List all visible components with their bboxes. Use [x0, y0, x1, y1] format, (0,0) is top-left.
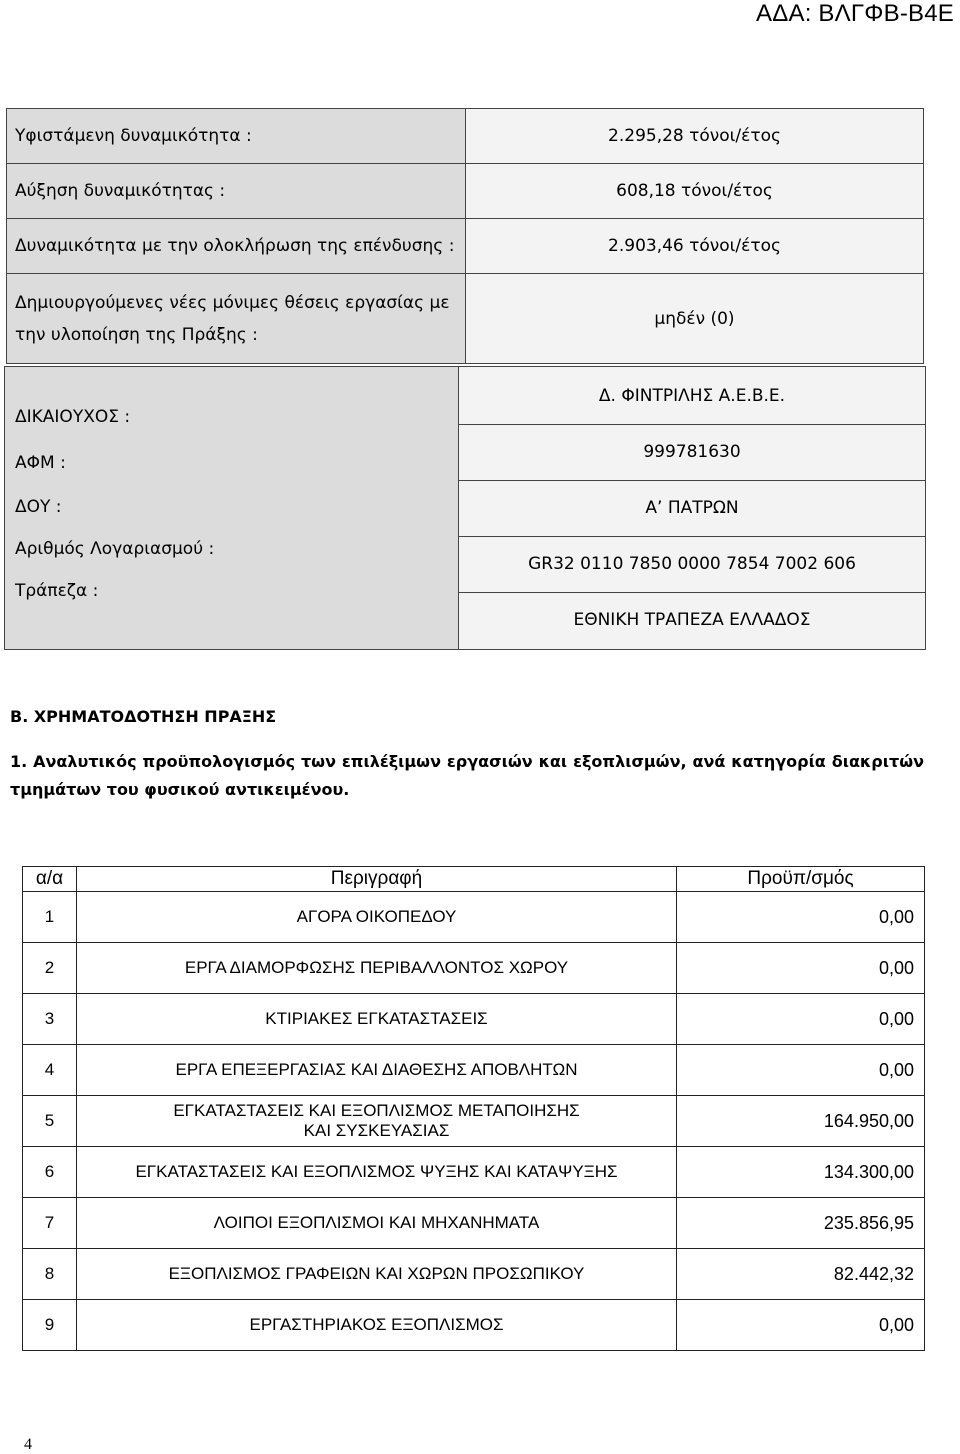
row-description: ΑΓΟΡΑ ΟΙΚΟΠΕΔΟΥ	[77, 892, 677, 943]
bank-label: Τράπεζα :	[15, 581, 99, 601]
row-number: 9	[23, 1300, 77, 1351]
afm-label: ΑΦΜ :	[15, 453, 66, 473]
row-number: 7	[23, 1198, 77, 1249]
jobs-label-line: την υλοποίηση της Πράξης :	[15, 324, 258, 345]
account-label: Αριθμός Λογαριασμού :	[15, 539, 215, 559]
budget-row	[23, 1198, 925, 1249]
section-paragraph-line: τμημάτων του φυσικού αντικειμένου.	[10, 780, 350, 799]
ada-code: ΑΔΑ: ΒΛΓΦΒ-Β4Ε	[756, 0, 954, 27]
row-description: ΕΡΓΑ ΔΙΑΜΟΡΦΩΣΗΣ ΠΕΡΙΒΑΛΛΟΝΤΟΣ ΧΩΡΟΥ	[77, 943, 677, 994]
budget-row	[23, 1300, 925, 1351]
row-number: 8	[23, 1249, 77, 1300]
budget-row	[23, 1096, 925, 1147]
capacity-value: 2.903,46 τόνοι/έτος	[466, 219, 924, 274]
budget-row	[23, 1249, 925, 1300]
budget-row	[23, 892, 925, 943]
capacity-value: 2.295,28 τόνοι/έτος	[466, 109, 924, 164]
jobs-value: μηδέν (0)	[466, 274, 924, 364]
row-description: ΕΞΟΠΛΙΣΜΟΣ ΓΡΑΦΕΙΩΝ ΚΑΙ ΧΩΡΩΝ ΠΡΟΣΩΠΙΚΟΥ	[77, 1249, 677, 1300]
row-amount: 0,00	[677, 994, 925, 1045]
jobs-label-line: Δημιουργούμενες νέες μόνιμες θέσεις εργασίας με	[15, 292, 450, 313]
row-amount: 134.300,00	[677, 1147, 925, 1198]
row-amount: 235.856,95	[677, 1198, 925, 1249]
beneficiary-labels	[5, 367, 459, 649]
doy-value: Α’ ΠΑΤΡΩΝ	[459, 481, 925, 537]
bank-value: ΕΘΝΙΚΗ ΤΡΑΠΕΖΑ ΕΛΛΑΔΟΣ	[573, 610, 811, 630]
beneficiary-values	[459, 367, 925, 649]
budget-table	[22, 866, 925, 1351]
capacity-row	[7, 164, 924, 219]
budget-header-row	[23, 867, 925, 892]
beneficiary-block	[4, 366, 926, 650]
row-number: 4	[23, 1045, 77, 1096]
row-amount: 0,00	[677, 1300, 925, 1351]
row-amount: 0,00	[677, 1045, 925, 1096]
row-description: ΚΤΙΡΙΑΚΕΣ ΕΓΚΑΤΑΣΤΑΣΕΙΣ	[77, 994, 677, 1045]
doy-label: ΔΟΥ :	[15, 497, 62, 517]
budget-row	[23, 1147, 925, 1198]
row-amount: 82.442,32	[677, 1249, 925, 1300]
jobs-label	[7, 274, 466, 364]
row-amount: 0,00	[677, 892, 925, 943]
dikaiouxos-label: ΔΙΚΑΙΟΥΧΟΣ :	[15, 407, 131, 427]
jobs-row	[7, 274, 924, 364]
row-number: 3	[23, 994, 77, 1045]
row-amount: 0,00	[677, 943, 925, 994]
page-number: 4	[24, 1436, 32, 1453]
header-aa: α/α	[23, 867, 77, 892]
capacity-row	[7, 109, 924, 164]
capacity-value: 608,18 τόνοι/έτος	[466, 164, 924, 219]
row-description: ΕΡΓΑ ΕΠΕΞΕΡΓΑΣΙΑΣ ΚΑΙ ΔΙΑΘΕΣΗΣ ΑΠΟΒΛΗΤΩΝ	[77, 1045, 677, 1096]
section-title: Β. ΧΡΗΜΑΤΟΔΟΤΗΣΗ ΠΡΑΞΗΣ	[10, 707, 277, 726]
budget-row	[23, 994, 925, 1045]
afm-value: 999781630	[459, 425, 925, 481]
capacity-label: Δυναμικότητα με την ολοκλήρωση της επένδυσης :	[7, 219, 466, 274]
row-description: ΛΟΙΠΟΙ ΕΞΟΠΛΙΣΜΟΙ ΚΑΙ ΜΗΧΑΝΗΜΑΤΑ	[77, 1198, 677, 1249]
row-amount: 164.950,00	[677, 1096, 925, 1147]
header-amount: Προϋπ/σμός	[677, 867, 925, 892]
capacity-row	[7, 219, 924, 274]
budget-row	[23, 943, 925, 994]
budget-row	[23, 1045, 925, 1096]
account-value: GR32 0110 7850 0000 7854 7002 606	[459, 537, 925, 593]
row-number: 6	[23, 1147, 77, 1198]
capacity-table	[6, 108, 924, 364]
section-paragraph-line: 1. Αναλυτικός προϋπολογισμός των επιλέξιμων εργασιών και εξοπλισμών, ανά κατηγορία διακριτών	[10, 752, 924, 771]
row-description: ΕΓΚΑΤΑΣΤΑΣΕΙΣ ΚΑΙ ΕΞΟΠΛΙΣΜΟΣ ΜΕΤΑΠΟΙΗΣΗΣ ΚΑΙ ΣΥΣΚΕΥΑΣΙΑΣ	[77, 1096, 677, 1147]
row-number: 2	[23, 943, 77, 994]
row-number: 1	[23, 892, 77, 943]
row-description: ΕΓΚΑΤΑΣΤΑΣΕΙΣ ΚΑΙ ΕΞΟΠΛΙΣΜΟΣ ΨΥΞΗΣ ΚΑΙ ΚΑΤΑΨΥΞΗΣ	[77, 1147, 677, 1198]
row-description: ΕΡΓΑΣΤΗΡΙΑΚΟΣ ΕΞΟΠΛΙΣΜΟΣ	[77, 1300, 677, 1351]
capacity-label: Αύξηση δυναμικότητας :	[7, 164, 466, 219]
header-description: Περιγραφή	[77, 867, 677, 892]
capacity-label: Υφιστάμενη δυναμικότητα :	[7, 109, 466, 164]
row-number: 5	[23, 1096, 77, 1147]
dikaiouxos-value: Δ. ΦΙΝΤΡΙΛΗΣ Α.Ε.Β.Ε.	[459, 369, 925, 425]
